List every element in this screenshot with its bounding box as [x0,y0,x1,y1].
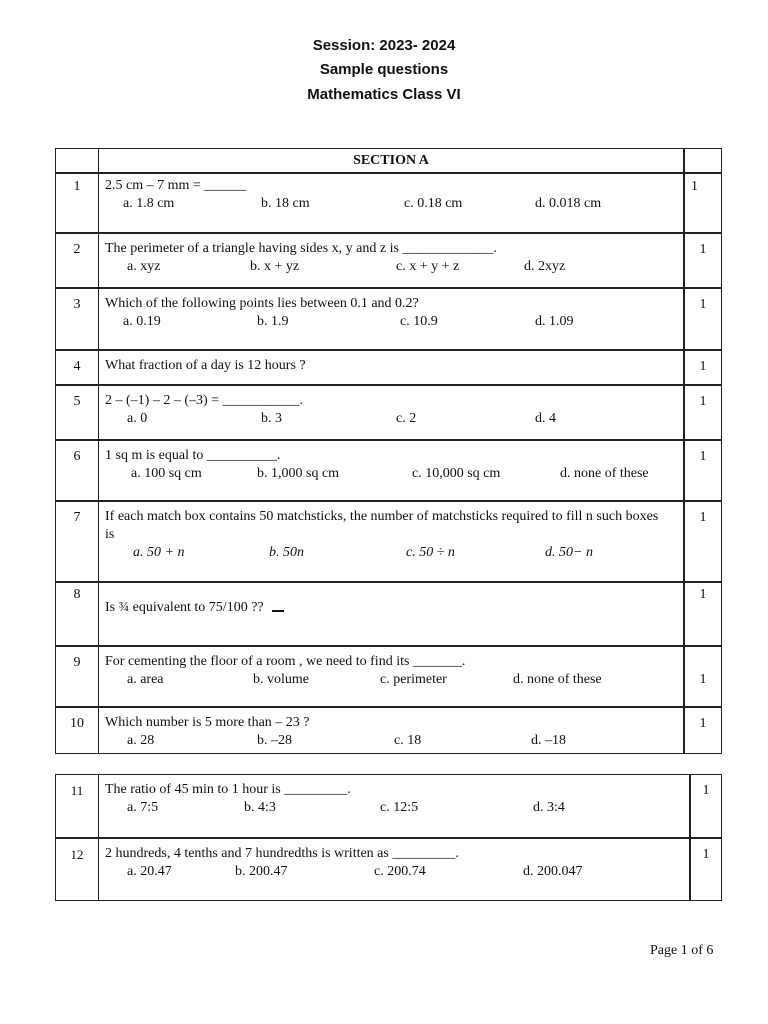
option-a: a. 28 [127,732,155,748]
question-row-5 [56,385,722,440]
option-b: b. volume [253,671,309,687]
option-b: b. 18 cm [261,195,310,211]
question-row-2 [56,233,722,288]
options [105,733,683,753]
question-number: 1 [56,173,99,233]
marks: 1 [690,838,722,901]
question-cell [99,646,685,707]
option-c: c. x + y + z [396,258,460,274]
question-cell [99,501,685,582]
option-b: b. 200.47 [235,863,288,879]
option-d: d. 200.047 [523,863,583,879]
option-d: d. 1.09 [535,313,574,329]
question-cell [99,350,685,385]
options [105,864,689,884]
option-b: b. x + yz [250,258,300,274]
option-b: b. –28 [257,732,292,748]
option-d: d. none of these [560,465,649,481]
option-a: a. 0 [127,410,148,426]
question-number: 9 [56,646,99,707]
option-c: c. 200.74 [374,863,426,879]
option-a: a. 1.8 cm [123,195,175,211]
option-d: d. 2xyz [524,258,566,274]
question-number: 10 [56,707,99,754]
option-a: a. 50 + n [133,544,185,560]
question-cell [99,775,691,838]
option-a: a. xyz [127,258,161,274]
question-text: The perimeter of a triangle having sides x, y and z is _____________. [105,240,497,256]
options [105,411,683,431]
question-cell [99,385,685,440]
option-b: b. 1,000 sq cm [257,465,340,481]
marks: 1 [684,501,722,582]
marks: 1 [684,173,722,233]
options [105,466,683,486]
option-b: b. 3 [261,410,282,426]
option-a: a. 20.47 [127,863,172,879]
question-number: 3 [56,288,99,350]
question-row-12 [56,838,722,901]
question-number: 11 [56,775,99,838]
section-header-row [56,149,722,173]
marks: 1 [684,707,722,754]
option-c: c. 18 [394,732,422,748]
option-d: d. 4 [535,410,556,426]
question-text-line [105,599,683,617]
questions-table-continued [55,774,722,901]
question-text: For cementing the floor of a room , we need to find its _______. [105,653,466,669]
answer-blank [272,610,284,612]
questions-table-section-a [55,148,722,754]
question-text: If each match box contains 50 matchsticks, the number of matchsticks required to fill n such boxes is [105,508,659,542]
question-text: 2.5 cm – 7 mm = ______ [105,177,247,193]
question-row-6 [56,440,722,501]
options [105,196,683,216]
question-cell [99,288,685,350]
question-number: 5 [56,385,99,440]
options [105,545,683,565]
question-cell [99,707,685,754]
question-row-4 [56,350,722,385]
session-heading: Session: 2023- 2024 [312,37,456,54]
option-d: d. 50− n [545,544,593,560]
question-number: 4 [56,350,99,385]
question-text: 2 hundreds, 4 tenths and 7 hundredths is written as _________. [105,845,459,861]
question-number: 8 [56,582,99,646]
question-text: 1 sq m is equal to __________. [105,447,281,463]
option-c: c. 2 [396,410,417,426]
question-number: 2 [56,233,99,288]
question-number: 6 [56,440,99,501]
subject-heading: Mathematics Class VI [307,86,461,103]
question-cell [99,233,685,288]
option-c: c. 10,000 sq cm [412,465,501,481]
question-cell [99,838,691,901]
question-text: Is ¾ equivalent to 75/100 ?? [105,599,264,615]
subtitle-heading: Sample questions [319,61,449,78]
question-cell [99,440,685,501]
marks: 1 [684,350,722,385]
option-d: d. 0.018 cm [535,195,602,211]
marks: 1 [684,385,722,440]
question-row-11 [56,775,722,838]
marks: 1 [684,646,722,707]
option-d: d. 3:4 [533,800,565,815]
option-c: c. 10.9 [400,313,438,329]
section-title: SECTION A [99,149,685,173]
question-text: Which number is 5 more than – 23 ? [105,714,310,730]
option-b: b. 1.9 [257,313,289,329]
page-number: Page 1 of 6 [650,943,714,958]
options [105,259,683,279]
question-number: 7 [56,501,99,582]
option-a: a. 0.19 [123,313,161,329]
question-text: Which of the following points lies between 0.1 and 0.2? [105,295,419,311]
marks: 1 [684,582,722,646]
option-d: d. none of these [513,671,602,687]
question-row-8 [56,582,722,646]
question-row-10 [56,707,722,754]
question-row-9 [56,646,722,707]
option-c: c. 50 ÷ n [406,544,455,560]
option-d: d. –18 [531,732,566,748]
marks: 1 [690,775,722,838]
option-c: c. 0.18 cm [404,195,463,211]
option-b: b. 4:3 [244,800,276,815]
question-row-1 [56,173,722,233]
option-a: a. 100 sq cm [131,465,202,481]
options [105,314,683,334]
question-number: 12 [56,838,99,901]
option-a: a. area [127,671,164,687]
marks: 1 [684,288,722,350]
question-row-3 [56,288,722,350]
options [105,800,689,820]
option-c: c. 12:5 [380,800,419,815]
question-cell [99,173,685,233]
options [105,672,683,692]
question-cell [99,582,685,646]
marks: 1 [684,440,722,501]
question-text: What fraction of a day is 12 hours ? [105,357,306,373]
option-b: b. 50n [269,544,304,560]
question-text: The ratio of 45 min to 1 hour is _________. [105,782,351,797]
option-a: a. 7:5 [127,800,159,815]
question-text: 2 – (–1) – 2 – (–3) = ___________. [105,392,304,408]
option-c: c. perimeter [380,671,447,687]
marks: 1 [684,233,722,288]
question-row-7 [56,501,722,582]
